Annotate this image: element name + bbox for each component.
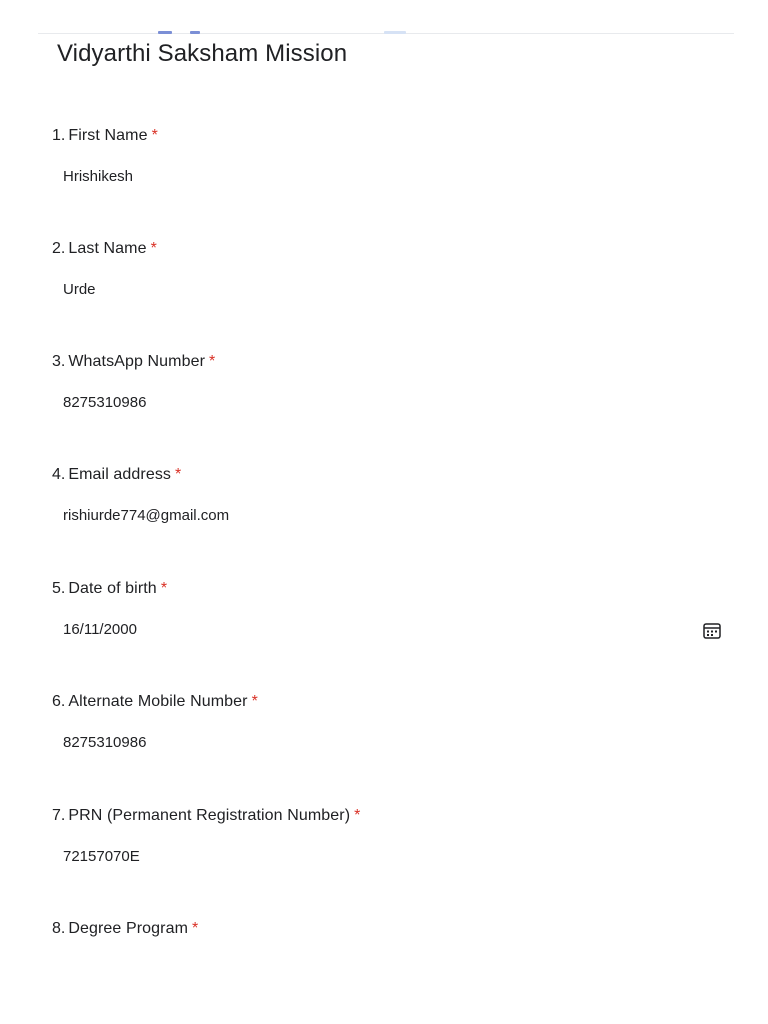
alternate-mobile-number-answer: 8275310986 (63, 734, 147, 751)
email-address-answer: rishiurde774@gmail.com (63, 507, 230, 524)
question-number: 2. (52, 240, 66, 257)
required-asterisk: * (192, 920, 199, 937)
question-number: 3. (52, 353, 66, 370)
required-asterisk: * (151, 127, 158, 144)
question-label: First Name (68, 127, 148, 144)
question-last-name (52, 239, 722, 301)
date-of-birth-value: 16/11/2000 (63, 621, 137, 638)
required-asterisk: * (354, 807, 361, 824)
question-label: Alternate Mobile Number (68, 693, 248, 710)
question-degree-program (52, 919, 722, 939)
required-asterisk: * (160, 580, 168, 597)
question-prn (52, 806, 722, 868)
required-asterisk: * (209, 353, 216, 370)
required-asterisk: * (251, 693, 258, 710)
question-alternate-mobile-number (52, 692, 722, 754)
question-label: WhatsApp Number (68, 353, 206, 370)
question-number: 4. (52, 466, 66, 483)
question-email-address (52, 465, 722, 527)
question-label: Date of birth (68, 580, 157, 597)
calendar-icon (703, 622, 721, 640)
question-number: 7. (52, 807, 66, 824)
required-asterisk: * (175, 466, 182, 483)
question-label: PRN (Permanent Registration Number) (68, 807, 351, 824)
header-logo-fragment (190, 31, 200, 34)
question-first-name (52, 126, 722, 188)
question-number: 5. (52, 580, 66, 597)
required-asterisk: * (150, 240, 157, 257)
question-number: 8. (52, 920, 66, 937)
question-number: 6. (52, 693, 66, 710)
header-logo-fragment (384, 31, 406, 34)
form-title: Vidyarthi Saksham Mission (57, 40, 348, 67)
question-date-of-birth (52, 579, 722, 641)
question-whatsapp-number (52, 352, 722, 414)
header-logo-fragment (158, 31, 172, 34)
date-of-birth-answer (63, 619, 722, 641)
last-name-answer: Urde (63, 281, 96, 298)
question-number: 1. (52, 127, 66, 144)
prn-answer: 72157070E (63, 848, 140, 865)
question-label: Last Name (68, 240, 147, 257)
question-label: Email address (68, 466, 172, 483)
whatsapp-number-answer: 8275310986 (63, 394, 147, 411)
question-label: Degree Program (68, 920, 189, 937)
first-name-answer: Hrishikesh (63, 168, 134, 185)
